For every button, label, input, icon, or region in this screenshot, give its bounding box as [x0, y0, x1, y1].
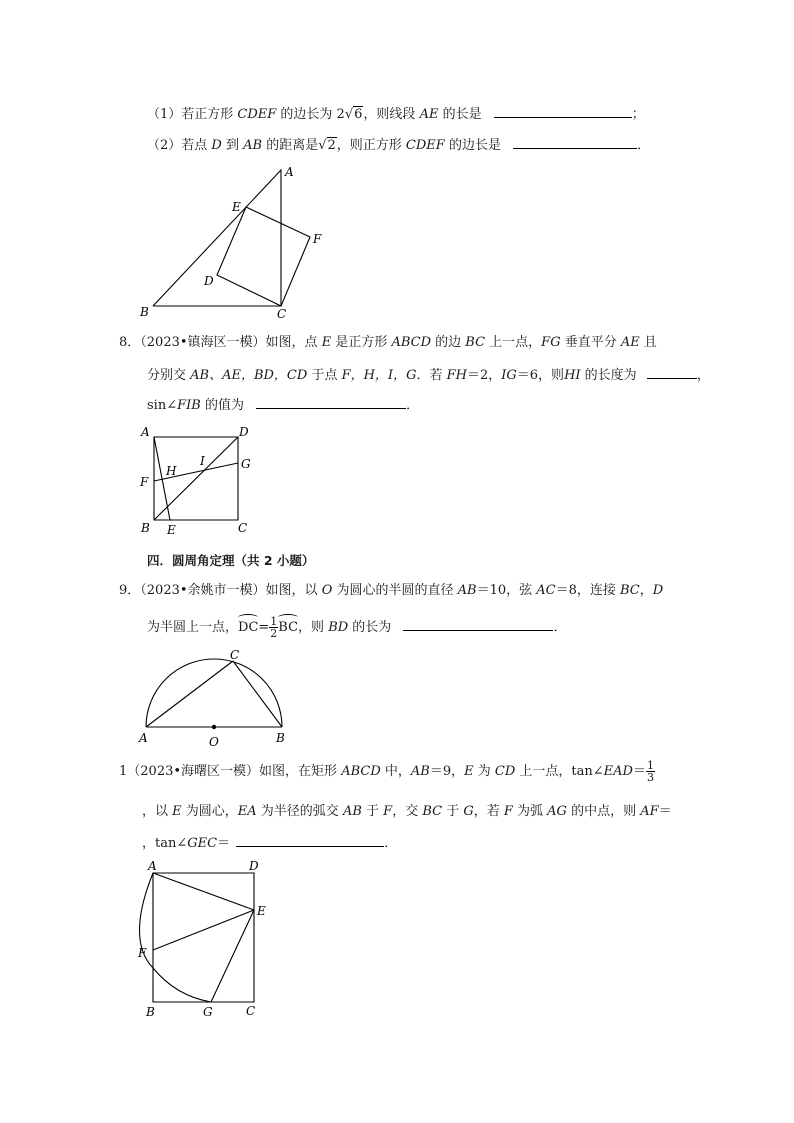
q8-label-a: A [141, 425, 150, 439]
q8-line3: sin∠FIB 的值为 ． [147, 394, 419, 416]
q8-label-e: E [167, 523, 176, 537]
section-heading: 四．圆周角定理（共 2 小题） [147, 553, 315, 568]
q8-label-i: I [200, 454, 205, 468]
q8-label-d: D [239, 425, 249, 439]
q8-label-h: H [166, 464, 177, 478]
fraction-one-third: $\frac{1}{3}$ [646, 759, 654, 784]
q9-label-a: A [139, 731, 148, 745]
q8-label-f: F [140, 475, 149, 489]
q10-label-f: F [138, 946, 147, 960]
q10-segment-ae [153, 873, 254, 910]
arc-dc: DC [238, 615, 258, 638]
q7-label-d: D [204, 274, 214, 288]
q10-segment-fe [153, 910, 254, 950]
q10-segment-ge [211, 910, 254, 1002]
q7-label-b: B [140, 305, 149, 319]
q10-line1: 1（2023•海曙区一模）如图，在矩形 ABCD 中，AB＝9，E 为 CD 上一点，tan∠EAD＝ $\frac{1}{3}$ [119, 759, 654, 784]
q10-label-e: E [257, 904, 266, 918]
sqrt-symbol: √6 [344, 107, 363, 122]
q8-label-g: G [241, 457, 251, 471]
sqrt-symbol: √2 [318, 138, 336, 153]
q7-part1: （1）若正方形 CDEF 的边长为 2√6，则线段 AE 的长是 ； [147, 103, 645, 125]
q10-line2: ，以 E 为圆心，EA 为半径的弧交 AB 于 F，交 BC 于 G，若 F 为弧 AG 的中点，则 AF＝ [142, 804, 672, 819]
q9-label-c: C [230, 648, 240, 662]
q8-label-c: C [238, 521, 248, 535]
arc-bc: BC [278, 615, 298, 638]
q10-label-g: G [203, 1005, 213, 1019]
q7-label-c: C [277, 307, 287, 321]
q7-label-a: A [285, 165, 294, 179]
q7-label-e: E [232, 200, 241, 214]
q10-line3: ，tan∠GEC＝ ． [142, 832, 397, 854]
q9-line2: 为半圆上一点，DC= $\frac{1}{2}$ BC，则 BD 的长为 ． [147, 615, 567, 640]
q7-part2: （2）若点 D 到 AB 的距离是√2，则正方形 CDEF 的边长是 ． [147, 134, 650, 156]
q10-label-c: C [246, 1004, 256, 1018]
q10-arc-ag [140, 873, 212, 1002]
q8-label-b: B [141, 521, 150, 535]
q8-line1: 8．（2023•镇海区一模）如图，点 E 是正方形 ABCD 的边 BC 上一点，FG 垂直平分 AE 且 [119, 335, 657, 350]
q8-line2: 分别交 AB、AE，BD，CD 于点 F，H，I，G．若 FH＝2，IG＝6，则HI 的长度为 ， [147, 364, 710, 386]
q7-label-f: F [313, 232, 322, 246]
q10-label-a: A [148, 859, 157, 873]
q9-label-o: O [209, 735, 219, 749]
q9-label-b: B [276, 731, 285, 745]
q9-line1: 9．（2023•余姚市一模）如图，以 O 为圆心的半圆的直径 AB＝10，弦 AC＝8，连接 BC，D [119, 583, 664, 598]
q10-label-d: D [249, 859, 259, 873]
fraction-one-half: $\frac{1}{2}$ [270, 615, 278, 640]
q10-label-b: B [146, 1005, 155, 1019]
